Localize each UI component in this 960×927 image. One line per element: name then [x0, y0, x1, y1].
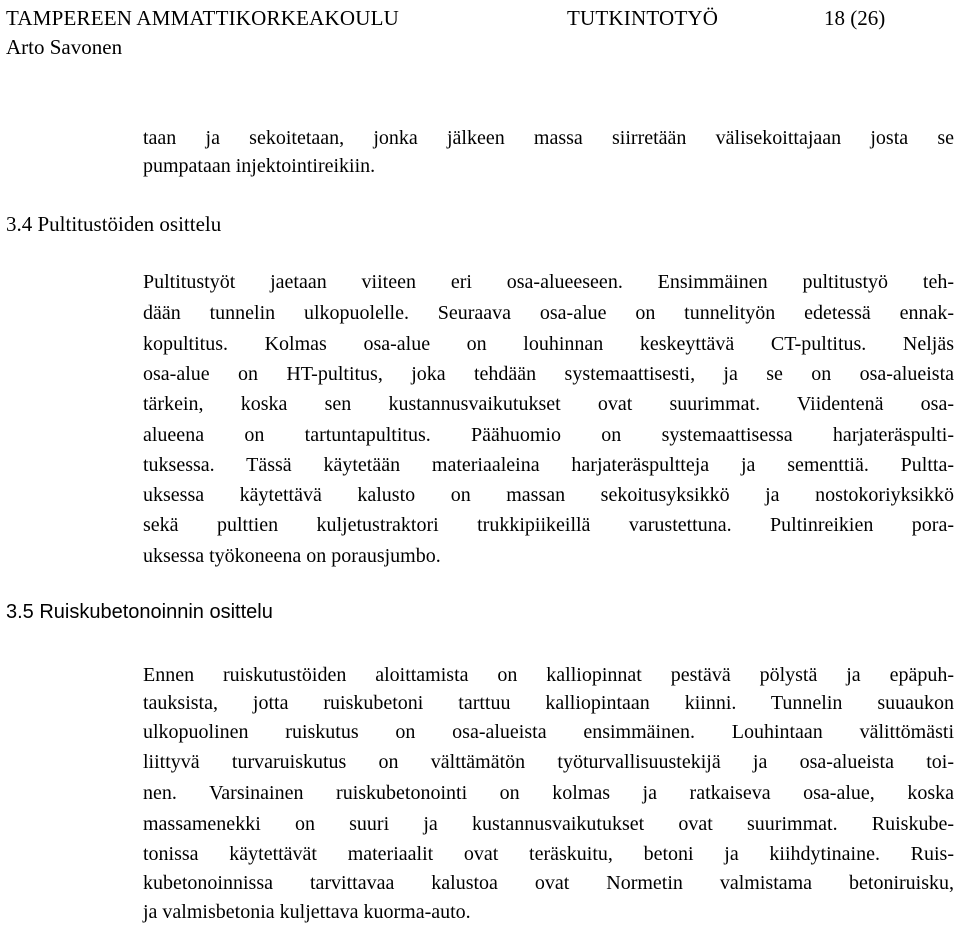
section-3-4-line-2: dään tunnelin ulkopuolelle. Seuraava osa-alue on tunnelityön edetessä ennak-	[143, 302, 954, 324]
section-3-5-heading: 3.5 Ruiskubetonoinnin osittelu	[6, 601, 273, 623]
section-3-5-line-8: kubetonoinnissa tarvittavaa kalustoa ovat Normetin valmistama betoniruisku,	[143, 872, 954, 894]
section-3-4-line-6: alueena on tartuntapultitus. Päähuomio on systemaattisessa harjateräspulti-	[143, 424, 954, 446]
header-school: TAMPEREEN AMMATTIKORKEAKOULU	[6, 6, 399, 30]
section-3-4-line-1: Pultitustyöt jaetaan viiteen eri osa-alueeseen. Ensimmäinen pultitustyö teh-	[143, 271, 954, 293]
section-3-5-line-3: ulkopuolinen ruiskutus on osa-alueista ensimmäinen. Louhintaan välittömästi	[143, 721, 954, 743]
section-3-5-line-6: massamenekki on suuri ja kustannusvaikutukset ovat suurimmat. Ruiskube-	[143, 813, 954, 835]
intro-line-1: taan ja sekoitetaan, jonka jälkeen massa siirretään välisekoittajaan josta se	[143, 127, 954, 149]
intro-line-2: pumpataan injektointireikiin.	[143, 155, 376, 177]
section-3-4-line-7: tuksessa. Tässä käytetään materiaaleina harjateräspultteja ja sementtiä. Pultta-	[143, 454, 954, 476]
section-3-4-line-9: sekä pulttien kuljetustraktori trukkipiikeillä varustettuna. Pultinreikien pora-	[143, 514, 954, 536]
section-3-5-line-4: liittyvä turvaruiskutus on välttämätön työturvallisuustekijä ja osa-alueista toi-	[143, 751, 954, 773]
section-3-4-line-8: uksessa käytettävä kalusto on massan sekoitusyksikkö ja nostokoriyksikkö	[143, 484, 954, 506]
section-3-4-line-4: osa-alue on HT-pultitus, joka tehdään systemaattisesti, ja se on osa-alueista	[143, 363, 954, 385]
section-3-5-line-2: tauksista, jotta ruiskubetoni tarttuu kalliopintaan kiinni. Tunnelin suuaukon	[143, 692, 954, 714]
section-3-5-line-1: Ennen ruiskutustöiden aloittamista on kalliopinnat pestävä pölystä ja epäpuh-	[143, 664, 954, 686]
header-doc-type: TUTKINTOTYÖ	[567, 6, 719, 30]
header-page-number: 18 (26)	[824, 6, 886, 30]
section-3-4-line-10: uksessa työkoneena on porausjumbo.	[143, 545, 441, 567]
section-3-5-line-9: ja valmisbetonia kuljettava kuorma-auto.	[143, 901, 471, 923]
section-3-5-line-5: nen. Varsinainen ruiskubetonointi on kolmas ja ratkaiseva osa-alue, koska	[143, 782, 954, 804]
section-3-5-line-7: tonissa käytettävät materiaalit ovat teräskuitu, betoni ja kiihdytinaine. Ruis-	[143, 843, 954, 865]
section-3-4-heading: 3.4 Pultitustöiden osittelu	[6, 212, 222, 236]
header-author: Arto Savonen	[6, 35, 123, 59]
section-3-4-line-5: tärkein, koska sen kustannusvaikutukset ovat suurimmat. Viidentenä osa-	[143, 393, 954, 415]
section-3-4-line-3: kopultitus. Kolmas osa-alue on louhinnan keskeyttävä CT-pultitus. Neljäs	[143, 333, 954, 355]
